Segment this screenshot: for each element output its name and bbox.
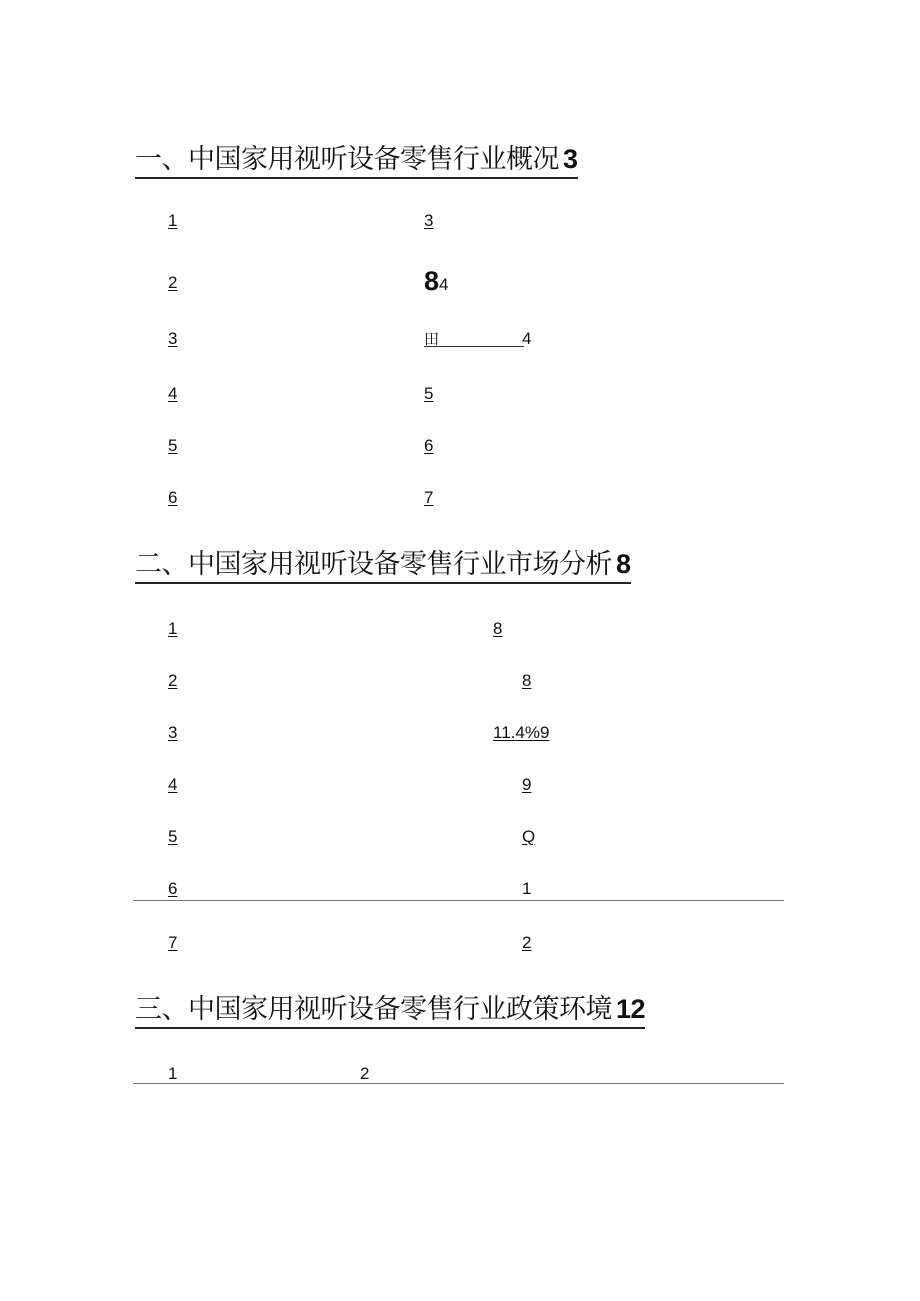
toc-entry-1-2-page-big: 8 (424, 266, 440, 296)
toc-entry-2-4-page[interactable]: 9 (522, 775, 532, 794)
toc-entry-3-1-number[interactable]: 1 (168, 1064, 178, 1083)
toc-entry-2-6-page[interactable]: 1 (522, 879, 532, 898)
toc-entry-1-2-page-small: 4 (439, 275, 449, 294)
toc-heading-1[interactable] (135, 143, 578, 179)
toc-entry-2-3-number[interactable]: 3 (168, 723, 178, 742)
toc-entry-1-1-page[interactable]: 3 (424, 211, 434, 230)
toc-entry-1-3-leader (424, 346, 524, 347)
toc-entry-1-3-page[interactable]: 4 (522, 329, 532, 348)
toc-entry-1-3-number[interactable]: 3 (168, 329, 178, 348)
toc-entry-2-2-number[interactable]: 2 (168, 671, 178, 690)
toc-heading-1-page: 3 (563, 144, 578, 174)
toc-entry-2-4-number[interactable]: 4 (168, 775, 178, 794)
toc-heading-3-page: 12 (616, 994, 646, 1024)
toc-entry-3-1-rule (133, 1083, 784, 1084)
toc-entry-2-5-page[interactable]: Q (522, 827, 536, 846)
toc-heading-2[interactable] (135, 548, 631, 584)
toc-heading-2-page: 8 (616, 549, 631, 579)
toc-entry-1-3-glyph: 田 (424, 330, 440, 348)
toc-entry-1-2-page[interactable] (424, 266, 449, 296)
toc-entry-1-5-number[interactable]: 5 (168, 436, 178, 455)
toc-entry-1-4-page[interactable]: 5 (424, 384, 434, 403)
toc-entry-2-1-number[interactable]: 1 (168, 619, 178, 638)
toc-entry-1-4-number[interactable]: 4 (168, 384, 178, 403)
toc-entry-2-7-page[interactable]: 2 (522, 933, 532, 952)
toc-heading-2-text: 二、中国家用视听设备零售行业市场分析 (135, 549, 612, 580)
toc-entry-1-5-page[interactable]: 6 (424, 436, 434, 455)
toc-entry-1-6-number[interactable]: 6 (168, 488, 178, 507)
toc-entry-2-6-number[interactable]: 6 (168, 879, 178, 898)
toc-entry-1-1-number[interactable]: 1 (168, 211, 178, 230)
toc-entry-3-1-page[interactable]: 2 (360, 1064, 370, 1083)
toc-heading-3[interactable] (135, 993, 645, 1029)
toc-entry-2-3-page[interactable]: 11.4%9 (493, 723, 550, 742)
toc-entry-1-2-number[interactable]: 2 (168, 273, 178, 292)
toc-heading-3-text: 三、中国家用视听设备零售行业政策环境 (135, 994, 612, 1025)
toc-entry-1-6-page[interactable]: 7 (424, 488, 434, 507)
toc-heading-1-text: 一、中国家用视听设备零售行业概况 (135, 144, 559, 175)
toc-entry-2-6-rule (133, 900, 784, 901)
toc-entry-2-5-number[interactable]: 5 (168, 827, 178, 846)
toc-entry-2-1-page[interactable]: 8 (493, 619, 503, 638)
toc-entry-2-7-number[interactable]: 7 (168, 933, 178, 952)
toc-entry-2-2-page[interactable]: 8 (522, 671, 532, 690)
